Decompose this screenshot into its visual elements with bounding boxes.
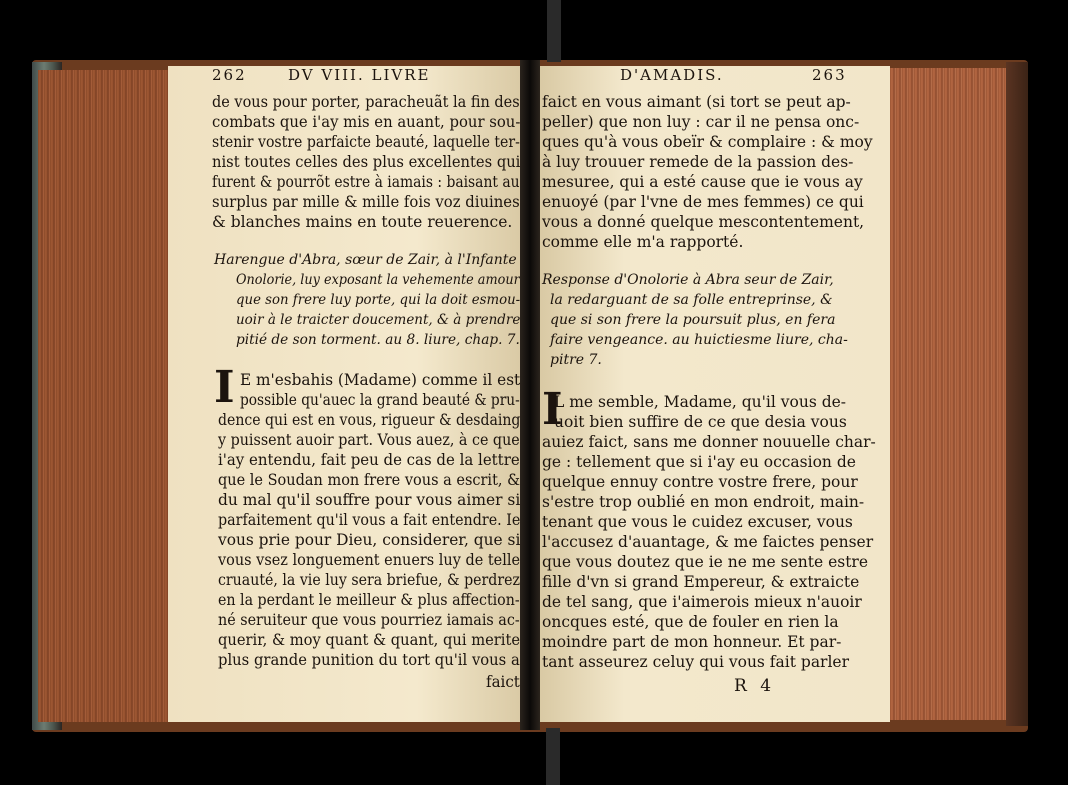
drop-cap: I <box>542 384 563 435</box>
text-line: s'estre trop oublié en mon endroit, main- <box>542 493 865 511</box>
text-line: en la perdant le meilleur & plus affection- <box>218 591 520 609</box>
text-line: surplus par mille & mille fois voz diuines <box>212 193 520 211</box>
left-page-number: 262 <box>212 66 247 84</box>
text-line: de vous pour porter, paracheuãt la fin des <box>212 93 520 111</box>
text-line: querir, & moy quant & quant, qui merite <box>218 631 521 649</box>
text-line: ge : tellement que si i'ay eu occasion de <box>542 453 856 471</box>
chapter-heading-line: pitié de son torment. au 8. liure, chap. 7. <box>236 332 520 348</box>
book-strap-top <box>547 0 561 62</box>
chapter-heading-line: uoir à le traicter doucement, & à prendre <box>236 312 521 328</box>
text-line: combats que i'ay mis en auant, pour sou- <box>212 113 521 131</box>
text-line: enuoyé (par l'vne de mes femmes) ce qui <box>542 193 864 211</box>
chapter-heading-line: Response d'Onolorie à Abra seur de Zair, <box>542 272 834 288</box>
text-line: né seruiteur que vous pourriez iamais ac- <box>218 611 520 629</box>
left-page <box>168 66 524 722</box>
text-line: tenant que vous le cuidez excuser, vous <box>542 513 853 531</box>
text-line: possible qu'auec la grand beauté & pru- <box>240 391 520 409</box>
text-line: stenir vostre parfaicte beauté, laquelle ter- <box>212 133 520 151</box>
left-running-head: DV VIII. LIVRE <box>288 66 431 84</box>
text-line: que vous doutez que ie ne me sente estre <box>542 553 869 571</box>
book-strap-bottom <box>546 728 560 785</box>
text-line: l'accusez d'auantage, & me faictes penser <box>542 533 874 551</box>
text-line: dence qui est en vous, rigueur & desdaing <box>218 411 521 429</box>
text-line: cruauté, la vie luy sera briefue, & perdrez <box>218 571 520 589</box>
text-line: tant asseurez celuy qui vous fait parler <box>542 653 850 671</box>
text-line: quelque ennuy contre vostre frere, pour <box>542 473 858 491</box>
text-line: moindre part de mon honneur. Et par- <box>542 633 842 651</box>
catchword: faict <box>486 673 520 691</box>
right-page <box>536 66 890 722</box>
chapter-heading-line: que si son frere la poursuit plus, en fera <box>550 312 836 328</box>
chapter-heading-line: la redarguant de sa folle entreprinse, & <box>550 292 833 308</box>
book-gutter <box>520 60 540 730</box>
chapter-heading-line: que son frere luy porte, qui la doit esmou- <box>236 292 521 308</box>
text-line: oncques esté, que de fouler en rien la <box>542 613 839 631</box>
text-line: i'ay entendu, fait peu de cas de la lettre <box>218 451 520 469</box>
chapter-heading-line: faire vengeance. au huictiesme liure, cha- <box>550 332 848 348</box>
text-line: nist toutes celles des plus excellentes qui <box>212 153 521 171</box>
page-edges-left <box>38 70 173 722</box>
text-line: peller) que non luy : car il ne pensa onc- <box>542 113 860 131</box>
text-line: vous vsez longuement enuers luy de telle <box>218 551 521 569</box>
text-line: plus grande punition du tort qu'il vous a <box>218 651 520 669</box>
text-line: furent & pourrõt estre à iamais : baisant au <box>212 173 520 191</box>
book-board-right <box>1006 62 1028 726</box>
text-line: à luy trouuer remede de la passion des- <box>542 153 854 171</box>
text-line: de tel sang, que i'aimerois mieux n'auoir <box>542 593 862 611</box>
text-line: fille d'vn si grand Empereur, & extraicte <box>542 573 860 591</box>
text-line: vous prie pour Dieu, considerer, que si <box>218 531 521 549</box>
text-line: parfaitement qu'il vous a fait entendre. Ie <box>218 511 521 529</box>
page-edges-right <box>890 68 1008 720</box>
text-line: comme elle m'a rapporté. <box>542 233 744 251</box>
text-line: que le Soudan mon frere vous a escrit, & <box>218 471 521 489</box>
text-line: mesuree, qui a esté cause que ie vous ay <box>542 173 863 191</box>
chapter-heading-line: Onolorie, luy exposant la vehemente amour <box>236 272 520 288</box>
text-line: du mal qu'il souffre pour vous aimer si <box>218 491 521 509</box>
drop-cap: I <box>214 362 235 413</box>
chapter-heading-line: Harengue d'Abra, sœur de Zair, à l'Infante <box>214 252 517 268</box>
text-line: ques qu'à vous obeïr & complaire : & moy <box>542 133 873 151</box>
text-line: y puissent auoir part. Vous auez, à ce que <box>218 431 520 449</box>
text-line: E m'esbahis (Madame) comme il est <box>240 371 521 389</box>
text-line: L me semble, Madame, qu'il vous de- <box>554 393 847 411</box>
text-line: & blanches mains en toute reuerence. <box>212 213 513 231</box>
chapter-heading-line: pitre 7. <box>550 352 602 368</box>
right-running-head: D'AMADIS. <box>620 66 724 84</box>
text-line: uoit bien suffire de ce que desia vous <box>554 413 847 431</box>
right-page-number: 263 <box>812 66 847 84</box>
text-line: auiez faict, sans me donner nouuelle char- <box>542 433 876 451</box>
text-line: vous a donné quelque mescontentement, <box>542 213 865 231</box>
text-line: faict en vous aimant (si tort se peut ap- <box>542 93 851 111</box>
signature-mark: R 4 <box>734 676 776 696</box>
